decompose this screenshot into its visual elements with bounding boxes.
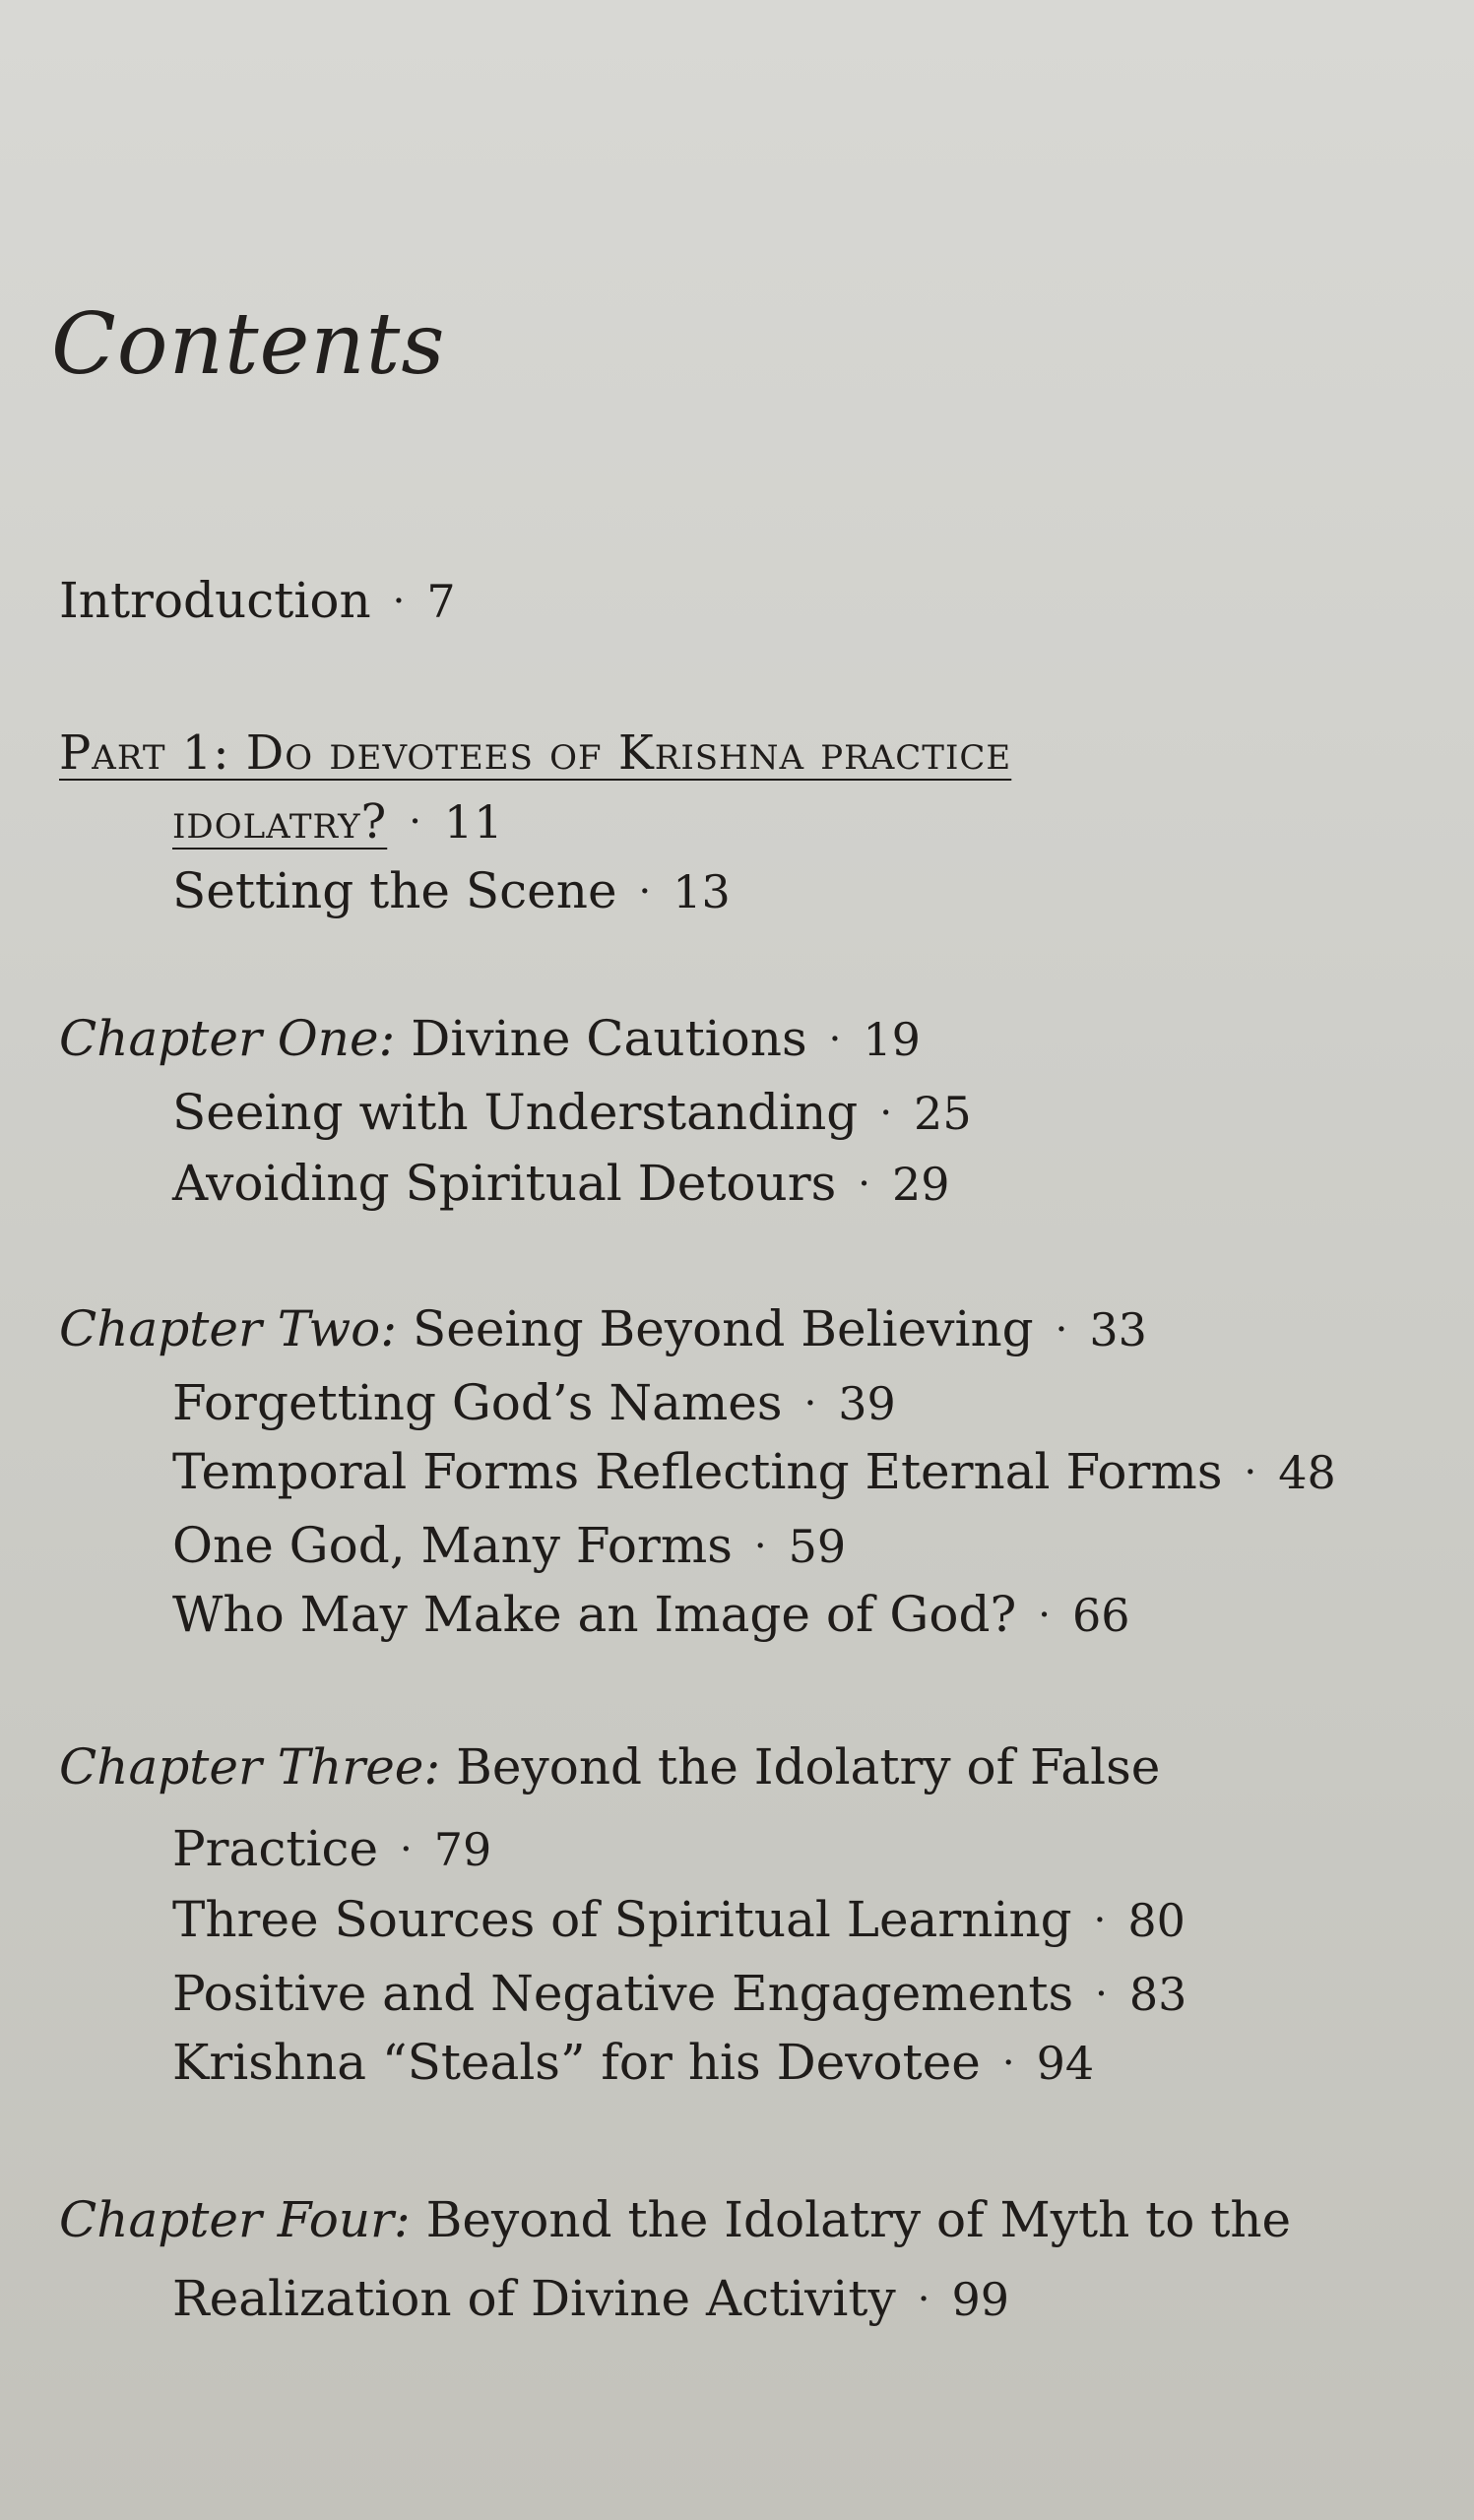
separator-dot: · — [392, 579, 406, 624]
toc-chapter-three-continued — [172, 1819, 491, 1882]
entry-title: Seeing Beyond Believing — [412, 1300, 1034, 1357]
toc-chapter-four-continued — [172, 2269, 1009, 2332]
toc-entry-temporal-forms — [172, 1442, 1336, 1505]
chapter-label: Chapter Three: — [59, 1738, 441, 1796]
entry-title: Three Sources of Spiritual Learning — [172, 1891, 1072, 1948]
chapter-label: Chapter Two: — [59, 1300, 398, 1357]
page-number: 94 — [1036, 2037, 1095, 2090]
entry-title: Realization of Divine Activity — [172, 2270, 896, 2327]
entry-title: Practice — [172, 1820, 379, 1877]
toc-entry-who-may-make-image — [172, 1585, 1130, 1648]
page-number: 79 — [433, 1823, 492, 1876]
separator-dot: · — [409, 799, 422, 845]
chapter-label: Chapter One: — [59, 1010, 396, 1067]
page-number: 99 — [951, 2273, 1010, 2326]
separator-dot: · — [917, 2277, 930, 2322]
separator-dot: · — [1244, 1450, 1257, 1495]
page-number: 25 — [914, 1087, 972, 1140]
part-title-line-1: Part 1: Do devotees of Krishna practice — [59, 725, 1012, 781]
separator-dot: · — [1001, 2041, 1015, 2086]
entry-title: Introduction — [59, 572, 371, 629]
page-title: Contents — [51, 295, 446, 394]
separator-dot: · — [1055, 1307, 1068, 1353]
chapter-label: Chapter Four: — [59, 2191, 411, 2248]
toc-entry-setting-the-scene — [172, 861, 731, 924]
page-number: 39 — [838, 1377, 896, 1430]
toc-entry-introduction — [59, 571, 456, 634]
separator-dot: · — [803, 1381, 817, 1426]
entry-title: Divine Cautions — [411, 1010, 807, 1067]
entry-title: Forgetting God’s Names — [172, 1374, 783, 1431]
toc-entry-seeing-with-understanding — [172, 1083, 972, 1146]
page-number: 19 — [863, 1013, 921, 1066]
page-number: 83 — [1128, 1968, 1187, 2021]
page-number: 13 — [673, 865, 731, 918]
entry-title: Beyond the Idolatry of False — [456, 1738, 1161, 1796]
toc-chapter-two — [59, 1299, 1147, 1362]
entry-title: One God, Many Forms — [172, 1517, 733, 1574]
toc-entry-positive-negative — [172, 1964, 1186, 2027]
separator-dot: · — [1093, 1898, 1107, 1943]
toc-chapter-three — [59, 1737, 1160, 1796]
separator-dot: · — [858, 1162, 871, 1207]
entry-title: Krishna “Steals” for his Devotee — [172, 2034, 981, 2091]
page-number: 48 — [1278, 1446, 1336, 1499]
toc-entry-avoiding-spiritual-detours — [172, 1154, 950, 1217]
separator-dot: · — [879, 1091, 893, 1136]
toc-chapter-one — [59, 1009, 921, 1072]
page-number: 66 — [1071, 1589, 1130, 1642]
separator-dot: · — [753, 1524, 767, 1569]
page-number: 33 — [1089, 1303, 1147, 1356]
toc-entry-krishna-steals — [172, 2033, 1094, 2096]
entry-title: Setting the Scene — [172, 862, 617, 919]
entry-title: Temporal Forms Reflecting Eternal Forms — [172, 1443, 1223, 1500]
separator-dot: · — [828, 1017, 842, 1062]
entry-title: Seeing with Understanding — [172, 1084, 859, 1141]
toc-entry-forgetting-gods-names — [172, 1373, 896, 1436]
entry-title: Positive and Negative Engagements — [172, 1965, 1074, 2022]
toc-entry-one-god-many-forms — [172, 1516, 846, 1579]
toc-part-heading — [59, 724, 1011, 783]
entry-title: Avoiding Spiritual Detours — [172, 1155, 837, 1212]
page-number: 11 — [443, 795, 504, 849]
page-number: 80 — [1127, 1894, 1186, 1947]
toc-part-heading-continued — [172, 792, 504, 854]
entry-title: Beyond the Idolatry of Myth to the — [425, 2191, 1292, 2248]
separator-dot: · — [1095, 1972, 1108, 2017]
page-number: 59 — [788, 1520, 847, 1573]
separator-dot: · — [638, 869, 652, 914]
part-title-line-2: idolatry? — [172, 794, 388, 850]
separator-dot: · — [1038, 1593, 1051, 1638]
page-number: 7 — [426, 575, 456, 628]
toc-chapter-four — [59, 2190, 1291, 2249]
page-number: 29 — [892, 1158, 950, 1211]
separator-dot: · — [400, 1827, 413, 1872]
toc-entry-three-sources — [172, 1890, 1186, 1953]
entry-title: Who May Make an Image of God? — [172, 1586, 1017, 1643]
